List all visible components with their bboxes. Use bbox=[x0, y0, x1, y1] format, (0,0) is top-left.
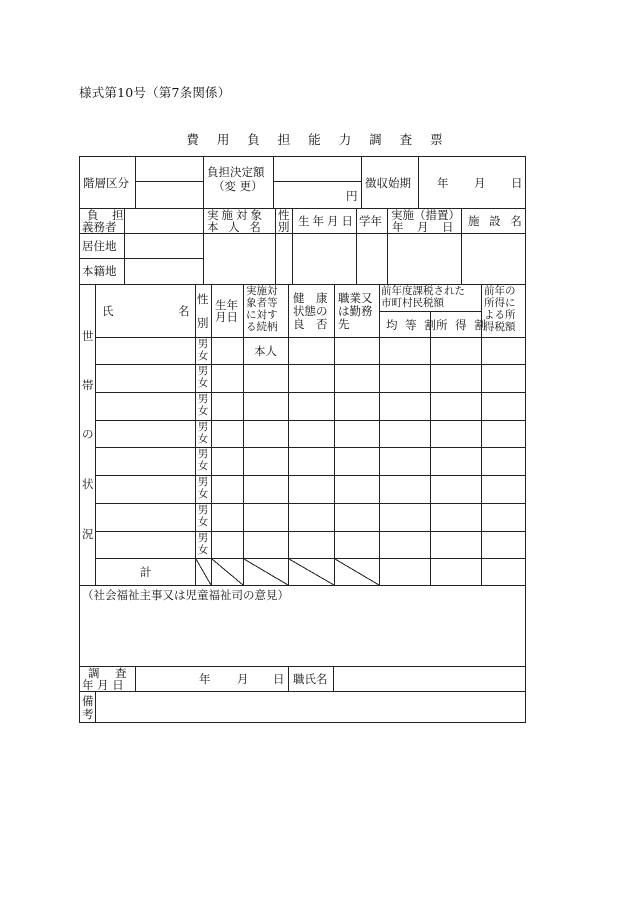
opinion-label: （社会福祉主事又は児童福祉司の意見） bbox=[82, 588, 289, 602]
col-health-2: 状態の bbox=[293, 304, 328, 318]
household-label-1: 世 bbox=[82, 329, 94, 343]
survey-month: 月 bbox=[237, 672, 249, 686]
row-5-sex: 男 女 bbox=[197, 448, 209, 472]
col-income-tax-2: 所得に bbox=[484, 297, 516, 309]
row-8-sex: 男 女 bbox=[197, 532, 209, 556]
col-income-tax-share: 所 得 割 bbox=[436, 318, 488, 332]
col-equal-tax: 均 等 割 bbox=[386, 318, 438, 332]
col-relation-3: に対す bbox=[246, 309, 278, 321]
form-border bbox=[80, 157, 526, 723]
row-6-sex: 男 女 bbox=[197, 476, 209, 500]
target-sex-label: 性 bbox=[278, 208, 290, 222]
facility-label: 施 設 名 bbox=[468, 214, 525, 228]
col-name-1: 氏 bbox=[102, 304, 114, 318]
target-birthdate-label: 生年月日 bbox=[298, 214, 356, 228]
page-title: 費 用 負 担 能 力 調 査 票 bbox=[186, 132, 450, 147]
remarks-label: 備 bbox=[82, 694, 94, 708]
target-label: 実施対象 bbox=[207, 208, 265, 222]
burden-change-label: （変 更） bbox=[213, 179, 263, 193]
officer-label: 職氏名 bbox=[293, 672, 328, 686]
household-label-3: の bbox=[82, 427, 94, 441]
row-3-sex: 男 女 bbox=[197, 393, 209, 417]
registry-label: 本籍地 bbox=[82, 264, 117, 278]
col-job-3: 先 bbox=[338, 317, 350, 331]
row-7-sex: 男 女 bbox=[197, 504, 209, 528]
collection-day: 日 bbox=[511, 176, 523, 190]
burden-label: 負担決定額 bbox=[207, 165, 265, 179]
col-relation-4: る続柄 bbox=[246, 321, 278, 333]
col-job-1: 職業又 bbox=[338, 291, 373, 305]
survey-day: 日 bbox=[273, 672, 285, 686]
obligor-label: 負 担 bbox=[87, 208, 129, 222]
household-label-5: 況 bbox=[82, 527, 94, 541]
household-label-2: 帯 bbox=[82, 378, 94, 392]
implementation-label: 実施（措置） bbox=[391, 208, 460, 222]
col-income-tax-3: よる所 bbox=[484, 309, 516, 321]
col-job-2: は勤務 bbox=[338, 304, 373, 318]
col-sex-2: 別 bbox=[197, 316, 209, 330]
school-year-label: 学年 bbox=[359, 214, 382, 228]
col-relation-1: 実施対 bbox=[246, 285, 278, 297]
col-income-tax-1: 前年の bbox=[484, 285, 516, 297]
survey-date-label: 年 月 日 bbox=[82, 678, 124, 692]
col-birth: 生年 bbox=[215, 298, 238, 312]
remarks-label-2: 考 bbox=[82, 707, 94, 721]
collection-year: 年 bbox=[437, 176, 449, 190]
survey-year: 年 bbox=[199, 672, 211, 686]
form-number: 様式第10号（第7条関係） bbox=[79, 85, 231, 100]
row-2-sex: 男 女 bbox=[197, 365, 209, 389]
col-health-3: 良 否 bbox=[293, 317, 328, 331]
residence-label: 居住地 bbox=[82, 239, 117, 253]
yen-unit: 円 bbox=[346, 189, 358, 203]
class-label: 階層区分 bbox=[83, 176, 129, 190]
row-1-sex: 男 女 bbox=[197, 338, 209, 362]
col-income-tax-4: 得税額 bbox=[484, 321, 516, 333]
target-sex-label-2: 別 bbox=[278, 220, 290, 234]
household-label-4: 状 bbox=[82, 477, 94, 491]
obligor-label-2: 義務者 bbox=[82, 220, 117, 234]
col-health-1: 健 康 bbox=[293, 291, 328, 305]
target-label-2: 本 人 名 bbox=[207, 220, 264, 234]
col-birth-2: 月日 bbox=[215, 310, 238, 324]
total-label: 計 bbox=[140, 565, 152, 579]
self-label: 本人 bbox=[254, 344, 277, 358]
col-prev-tax-1: 前年度課税された bbox=[381, 285, 465, 297]
collection-month: 月 bbox=[474, 176, 486, 190]
implementation-date-label: 年 月 日 bbox=[392, 220, 455, 234]
col-relation-2: 象者等 bbox=[246, 297, 278, 309]
col-name-2: 名 bbox=[178, 304, 190, 318]
survey-label: 調 査 bbox=[88, 666, 129, 680]
col-prev-tax-2: 市町村民税額 bbox=[381, 297, 444, 309]
col-sex: 性 bbox=[197, 292, 209, 306]
row-4-sex: 男 女 bbox=[197, 421, 209, 445]
collection-start-label: 徴収始期 bbox=[365, 176, 411, 190]
